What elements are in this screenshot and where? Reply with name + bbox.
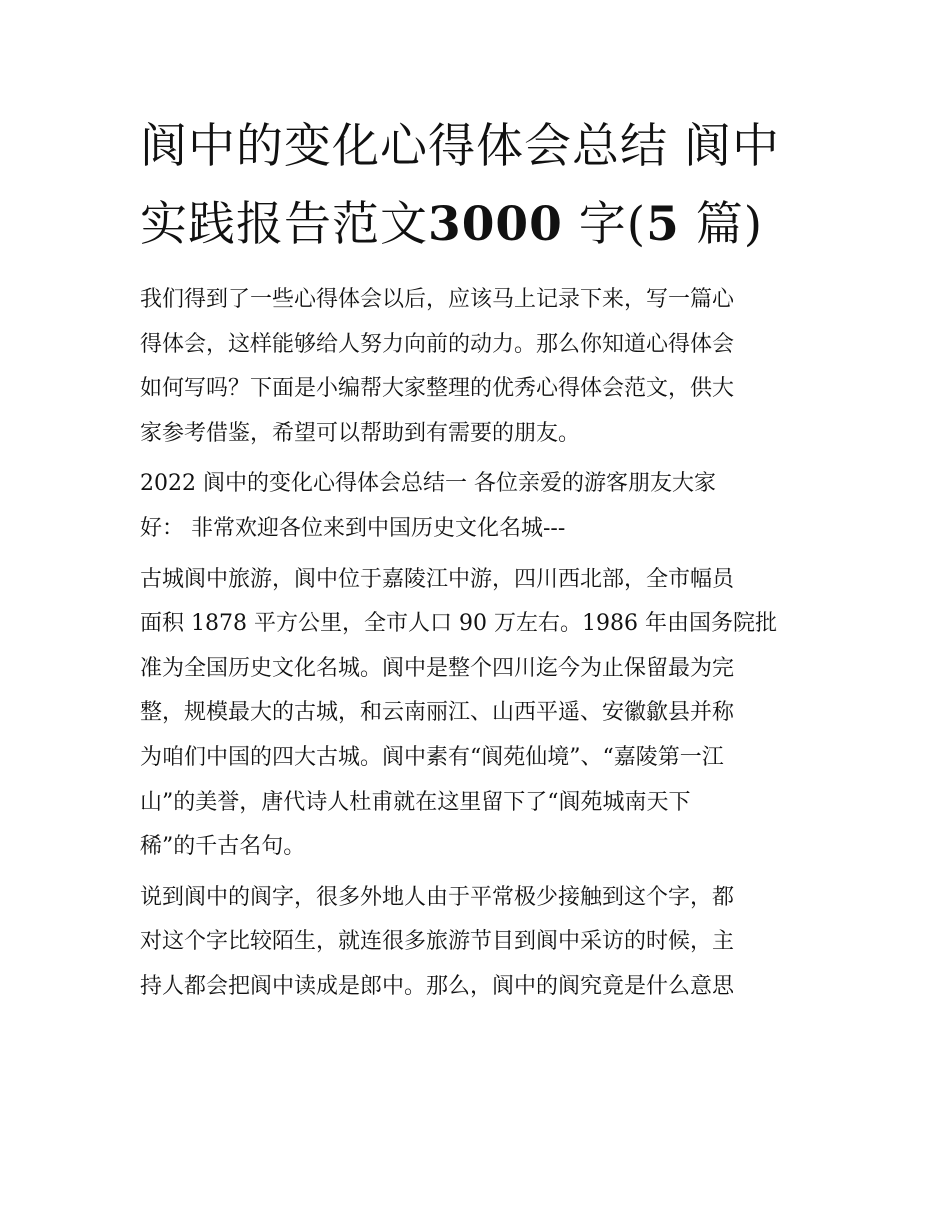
text-line: 得体会，这样能够给人努力向前的动力。那么你知道心得体会 [140, 331, 735, 357]
name-origin-paragraph [140, 876, 815, 1010]
text-line: 为咱们中国的四大古城。阆中素有“阆苑仙境”、“嘉陵第一江 [140, 744, 724, 770]
document-content [140, 108, 815, 1010]
text-line: 家参考借鉴，希望可以帮助到有需要的朋友。 [140, 420, 581, 446]
text-line: 如何写吗？下面是小编帮大家整理的优秀心得体会范文，供大 [140, 376, 735, 402]
title-text: 实践报告范文 [140, 197, 428, 252]
text-line: 说到阆中的阆字，很多外地人由于平常极少接触到这个字，都 [140, 884, 735, 910]
title-text: 字( [578, 197, 647, 252]
intro-paragraph [140, 278, 815, 456]
city-intro-paragraph [140, 558, 815, 870]
text-line: 持人都会把阆中读成是郎中。那么，阆中的阆究竟是什么意思 [140, 973, 735, 999]
text-line: 我们得到了一些心得体会以后，应该马上记录下来，写一篇心 [140, 287, 735, 312]
document-title [140, 108, 815, 264]
section-heading-paragraph [140, 462, 815, 551]
title-text: 阆中的变化心得体会总结 阆中 [140, 119, 780, 174]
text-line: 古城阆中旅游，阆中位于嘉陵江中游，四川西北部，全市幅员 [140, 566, 735, 592]
text-line: 整，规模最大的古城，和云南丽江、山西平遥、安徽歙县并称 [140, 700, 735, 726]
text-line: 面积 1878 平方公里，全市人口 90 万左右。1986 年由国务院批 [140, 611, 777, 637]
text-line: 2022 阆中的变化心得体会总结一 各位亲爱的游客朋友大家 [140, 471, 716, 497]
title-line [140, 186, 815, 264]
text-line: 山”的美誉，唐代诗人杜甫就在这里留下了“阆苑城南天下 [140, 789, 691, 815]
title-word-count: 3000 [428, 197, 563, 252]
text-line: 准为全国历史文化名城。阆中是整个四川迄今为止保留最为完 [140, 655, 735, 681]
title-article-count: 5 [646, 197, 680, 252]
title-line [140, 108, 815, 186]
text-line: 好： 非常欢迎各位来到中国历史文化名城--- [140, 515, 566, 541]
text-line: 对这个字比较陌生，就连很多旅游节目到阆中采访的时候，主 [140, 929, 735, 955]
text-line: 稀”的千古名句。 [140, 834, 306, 860]
title-text: 篇) [695, 197, 764, 252]
